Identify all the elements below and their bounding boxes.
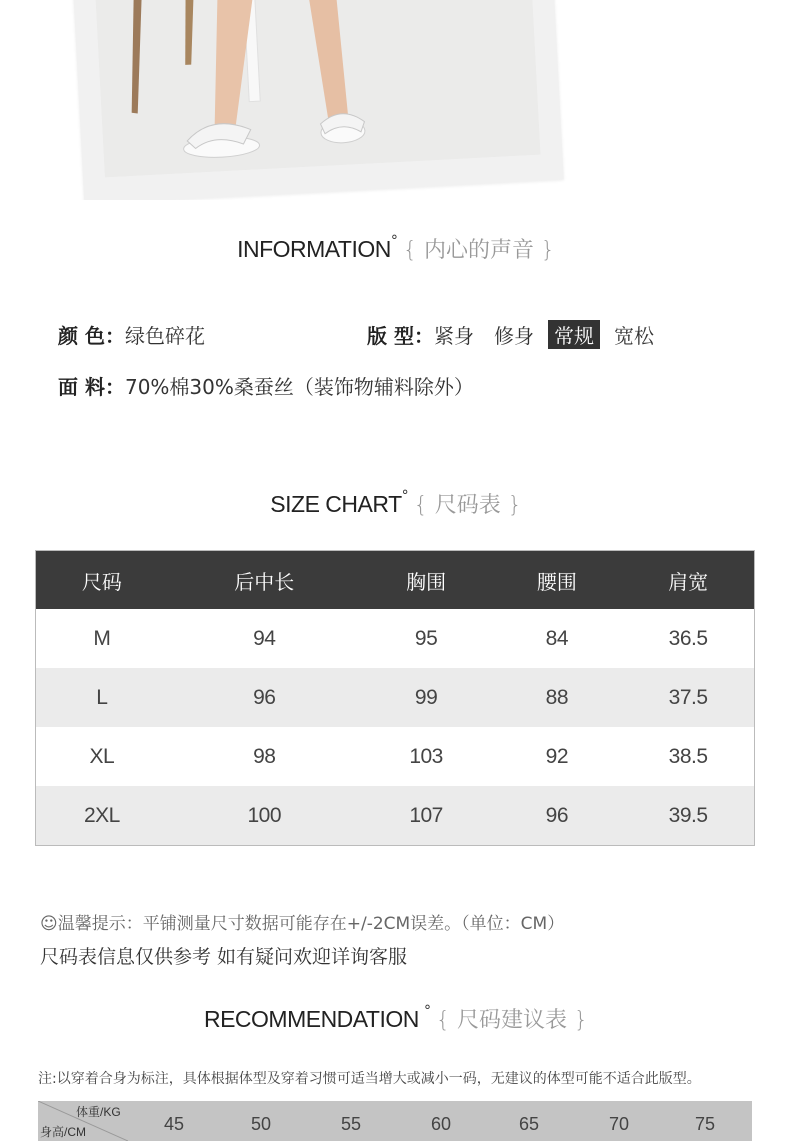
table-cell: XL <box>89 744 115 768</box>
size-chart-title-cn: { 尺码表 } <box>413 493 522 518</box>
table-cell: 38.5 <box>668 744 708 768</box>
information-heading <box>0 233 792 264</box>
weight-value: 75 <box>694 1114 716 1134</box>
table-cell: 94 <box>253 626 276 650</box>
weight-value: 65 <box>518 1114 540 1134</box>
fit-key: 版 型： <box>367 324 434 348</box>
degree-mark: ° <box>390 233 398 249</box>
recommendation-title-cn: { 尺码建议表 } <box>436 1008 589 1033</box>
fit-option-tight: 紧身 <box>433 324 474 348</box>
table-cell: L <box>36 668 168 727</box>
table-cell: 36.5 <box>668 626 708 650</box>
recommendation-heading <box>0 1003 792 1034</box>
degree-mark: ° <box>401 488 409 504</box>
column-header-shoulder: 肩宽 <box>622 551 754 610</box>
fabric-value: 70%棉30%桑蚕丝（装饰物辅料除外） <box>124 375 474 399</box>
table-cell: 99 <box>361 668 492 727</box>
table-cell: 95 <box>414 626 438 650</box>
table-cell: 98 <box>253 744 276 768</box>
table-cell: 84 <box>545 626 568 650</box>
product-photo <box>96 0 541 177</box>
fit-option-regular-selected: 常规 <box>548 320 600 349</box>
size-chart-title-en: SIZE CHART <box>270 491 402 517</box>
product-photo-frame <box>0 0 792 200</box>
table-cell: 96 <box>168 668 361 727</box>
information-title-en: INFORMATION <box>237 236 391 262</box>
table-cell: 39.5 <box>622 786 754 846</box>
table-cell: 103 <box>409 744 443 768</box>
size-chart-table <box>35 550 755 846</box>
color-value: 绿色碎花 <box>124 324 205 348</box>
table-cell: 100 <box>168 786 361 846</box>
polaroid-card <box>72 0 563 200</box>
fabric-row <box>58 371 474 400</box>
table-cell: 88 <box>491 668 622 727</box>
reference-note: 尺码表信息仅供参考 如有疑问欢迎详询客服 <box>40 946 408 968</box>
sandals-photo-illustration <box>96 0 541 177</box>
table-row <box>36 786 755 846</box>
table-header-row <box>36 551 755 610</box>
color-row <box>58 320 205 349</box>
weight-value: 45 <box>163 1114 185 1134</box>
table-row <box>36 727 755 786</box>
fit-option-slim: 修身 <box>493 324 534 348</box>
color-key: 颜 色： <box>58 324 125 348</box>
fit-row <box>367 320 668 349</box>
height-label: 身高/CM <box>40 1125 86 1139</box>
table-cell: M <box>93 626 111 650</box>
recommendation-title-en: RECOMMENDATION <box>203 1006 419 1032</box>
column-header-back-length: 后中长 <box>168 551 361 610</box>
column-header-bust: 胸围 <box>361 551 492 610</box>
recommendation-note: 注:以穿着合身为标注，具体根据体型及穿着习惯可适当增大或减小一码，无建议的体型可能不适合此版型。 <box>38 1071 701 1087</box>
fabric-key: 面 料： <box>58 375 125 399</box>
table-row <box>36 609 755 668</box>
weight-label: 体重/KG <box>76 1105 121 1119</box>
weight-value: 60 <box>430 1114 452 1134</box>
table-cell: 92 <box>545 744 568 768</box>
table-cell: 37.5 <box>622 668 754 727</box>
size-chart-heading <box>0 488 792 519</box>
column-header-size: 尺码 <box>36 551 168 610</box>
information-title-cn: { 内心的声音 } <box>402 238 555 263</box>
recommendation-table <box>38 1101 752 1141</box>
measurement-tip: ☺温馨提示：平铺测量尺寸数据可能存在+/-2CM误差。（单位：CM） <box>40 914 565 934</box>
degree-mark: ° <box>423 1003 431 1019</box>
table-cell: 96 <box>491 786 622 846</box>
fit-option-loose: 宽松 <box>613 324 654 348</box>
column-header-waist: 腰围 <box>491 551 622 610</box>
weight-value: 70 <box>608 1114 630 1134</box>
weight-value: 50 <box>250 1114 272 1134</box>
weight-value: 55 <box>340 1114 362 1134</box>
table-row <box>36 668 755 727</box>
table-cell: 107 <box>361 786 492 846</box>
table-cell: 2XL <box>36 786 168 846</box>
